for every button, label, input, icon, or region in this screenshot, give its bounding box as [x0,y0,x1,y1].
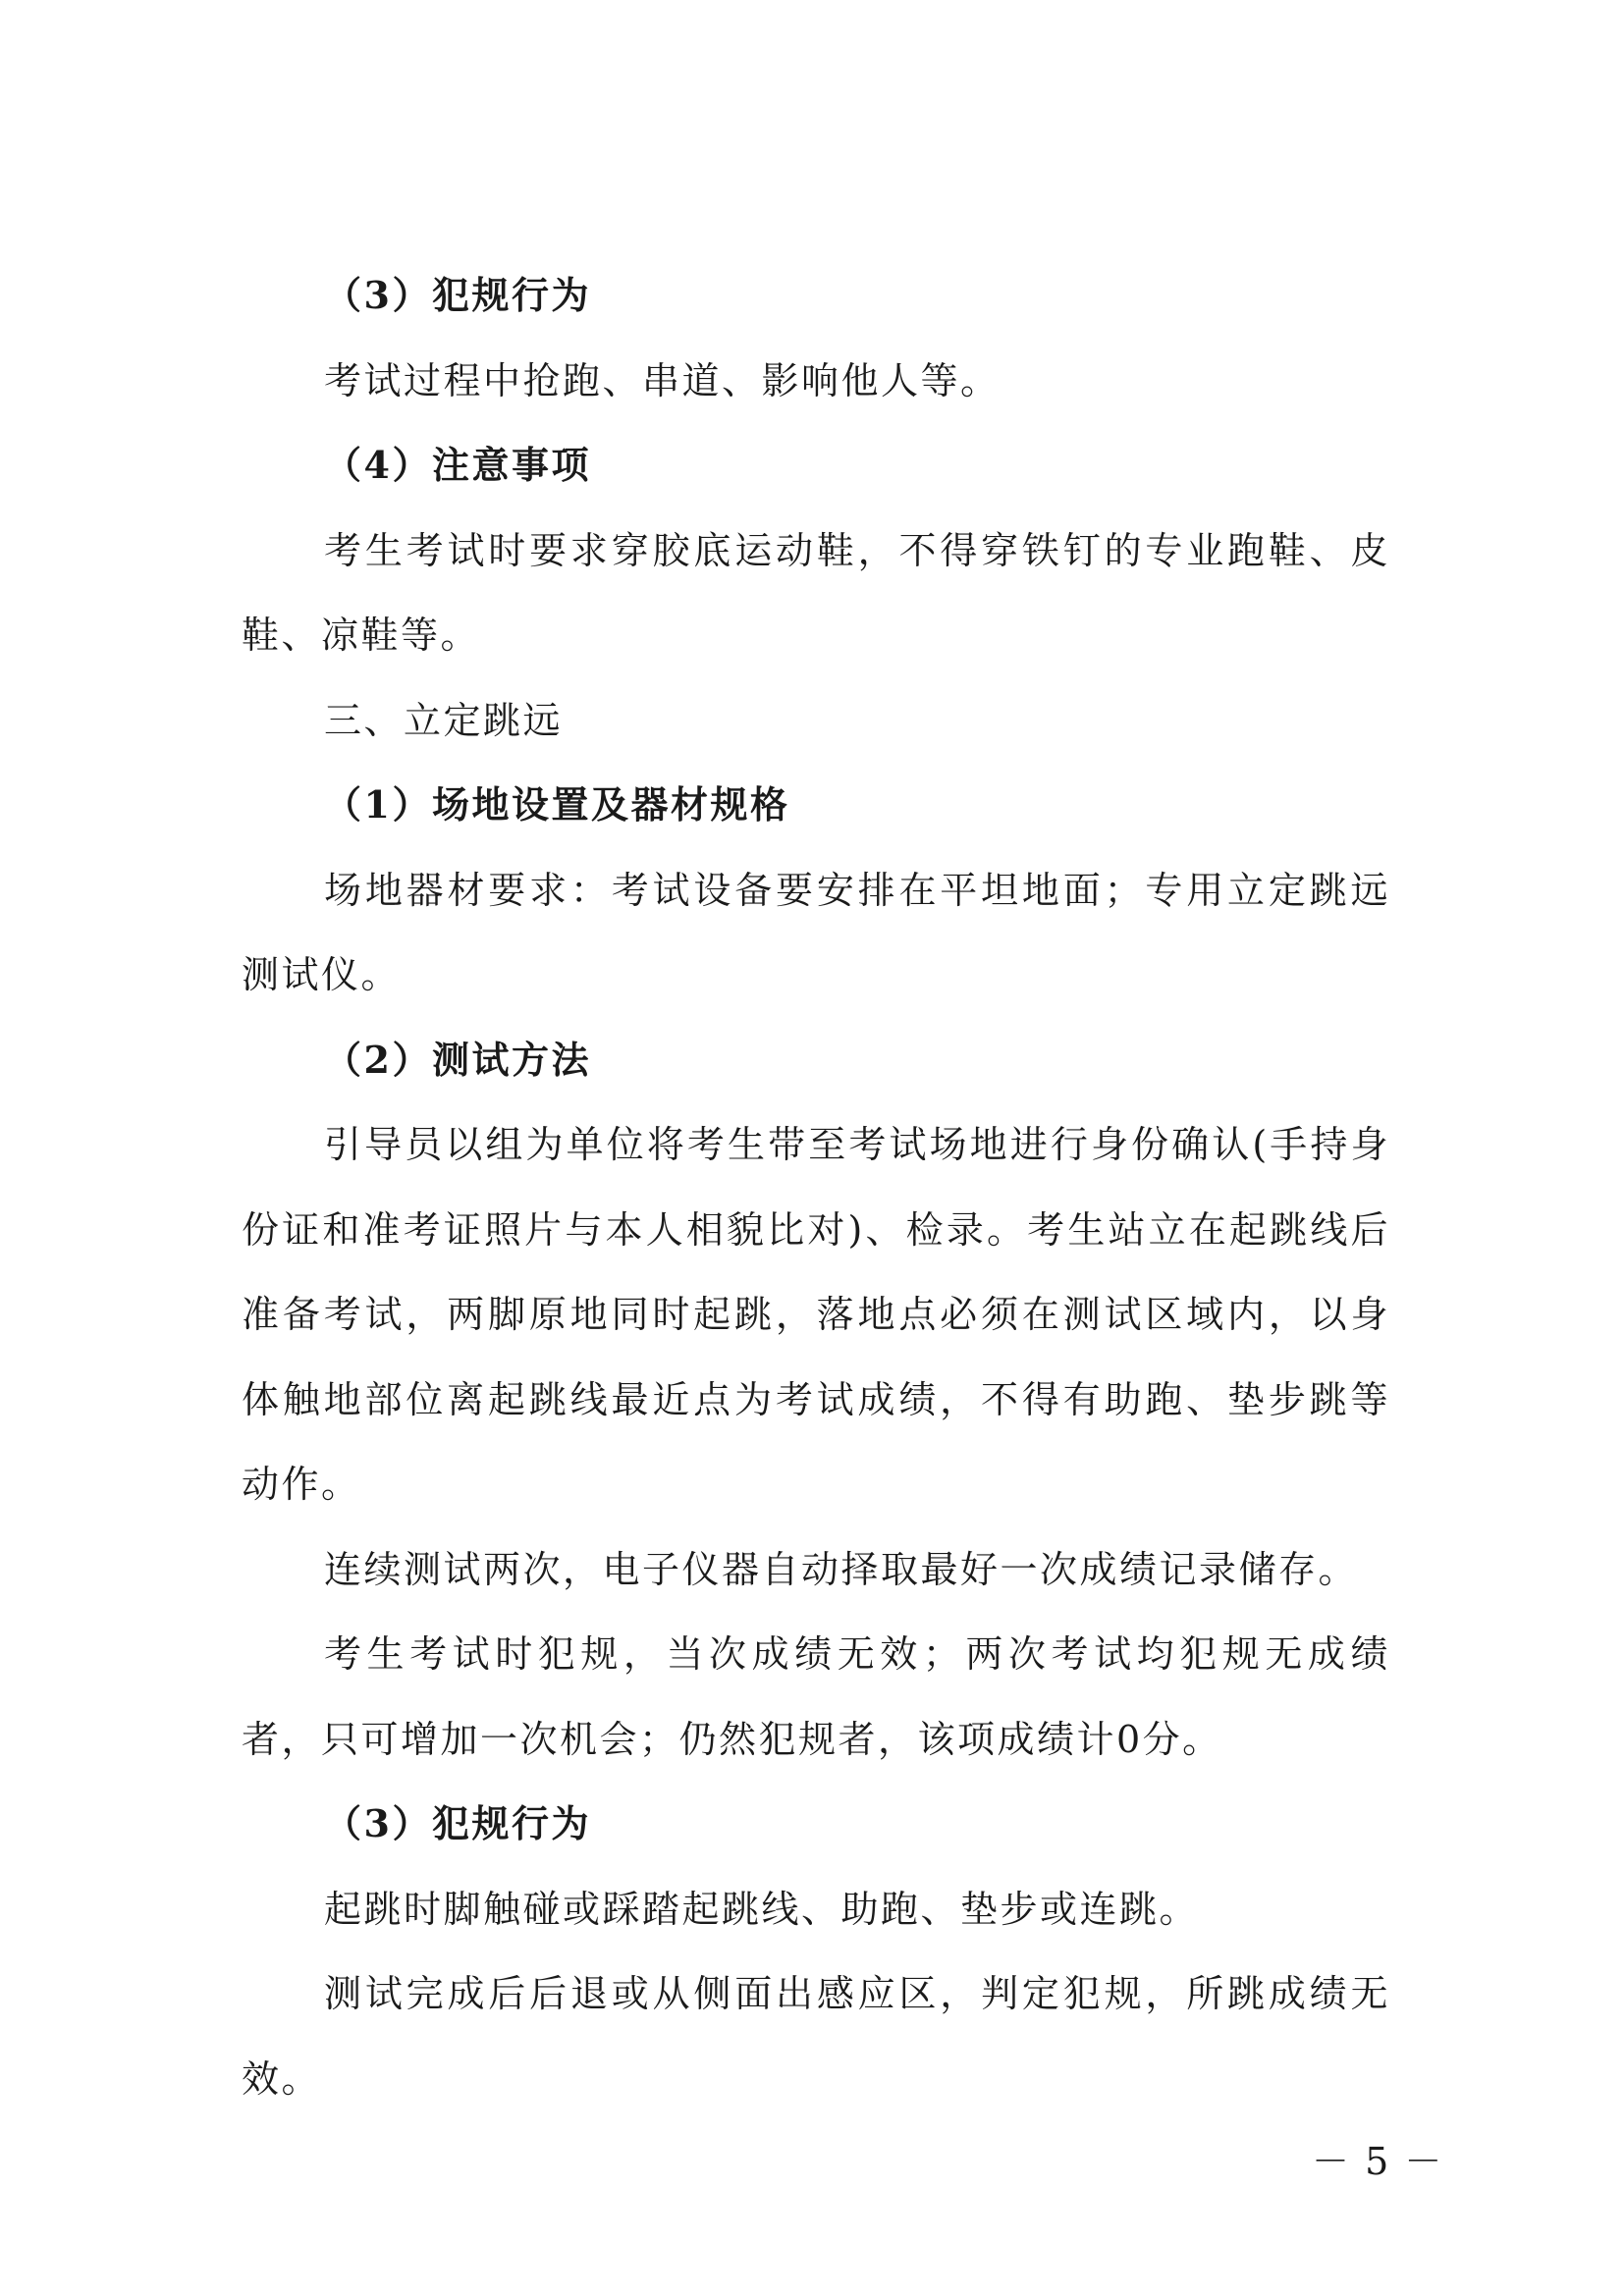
section-title-standing-long-jump: 三、立定跳远 [324,698,564,742]
section-heading-venue-equipment: （1）场地设置及器材规格 [324,782,790,827]
page-number: － 5 － [1312,2140,1444,2183]
section-heading-violations: （3）犯规行为 [324,273,591,317]
section-heading-jump-violations: （3）犯规行为 [324,1801,591,1845]
section-heading-test-method: （2）测试方法 [324,1037,591,1082]
section-heading-notes: （4）注意事项 [324,443,591,487]
paragraph-exit-fouls: 测试完成后后退或从侧面出感应区，判定犯规，所跳成绩无效。 [242,1972,1390,2101]
paragraph-test-procedure: 引导员以组为单位将考生带至考试场地进行身份确认(手持身份证和准考证照片与本人相貌比对)、检录。考生站立在起跳线后准备考试，两脚原地同时起跳，落地点必须在测试区域内，以身体触地部位离起跳线最近点为考试成绩，不得有助跑、垫步跳等动作。 [242,1123,1390,1506]
document-body [242,253,1390,2121]
paragraph-two-attempts: 连续测试两次，电子仪器自动择取最好一次成绩记录储存。 [324,1547,1359,1591]
paragraph-violations-running: 考试过程中抢跑、串道、影响他人等。 [324,358,1001,402]
paragraph-equipment-requirements: 场地器材要求：考试设备要安排在平坦地面；专用立定跳远测试仪。 [242,868,1390,996]
paragraph-shoe-requirements: 考生考试时要求穿胶底运动鞋，不得穿铁钉的专业跑鞋、皮鞋、凉鞋等。 [242,528,1390,657]
paragraph-takeoff-fouls: 起跳时脚触碰或踩踏起跳线、助跑、垫步或连跳。 [324,1887,1200,1931]
paragraph-foul-scoring: 考生考试时犯规，当次成绩无效；两次考试均犯规无成绩者，只可增加一次机会；仍然犯规者，该项成绩计0分。 [242,1632,1390,1761]
